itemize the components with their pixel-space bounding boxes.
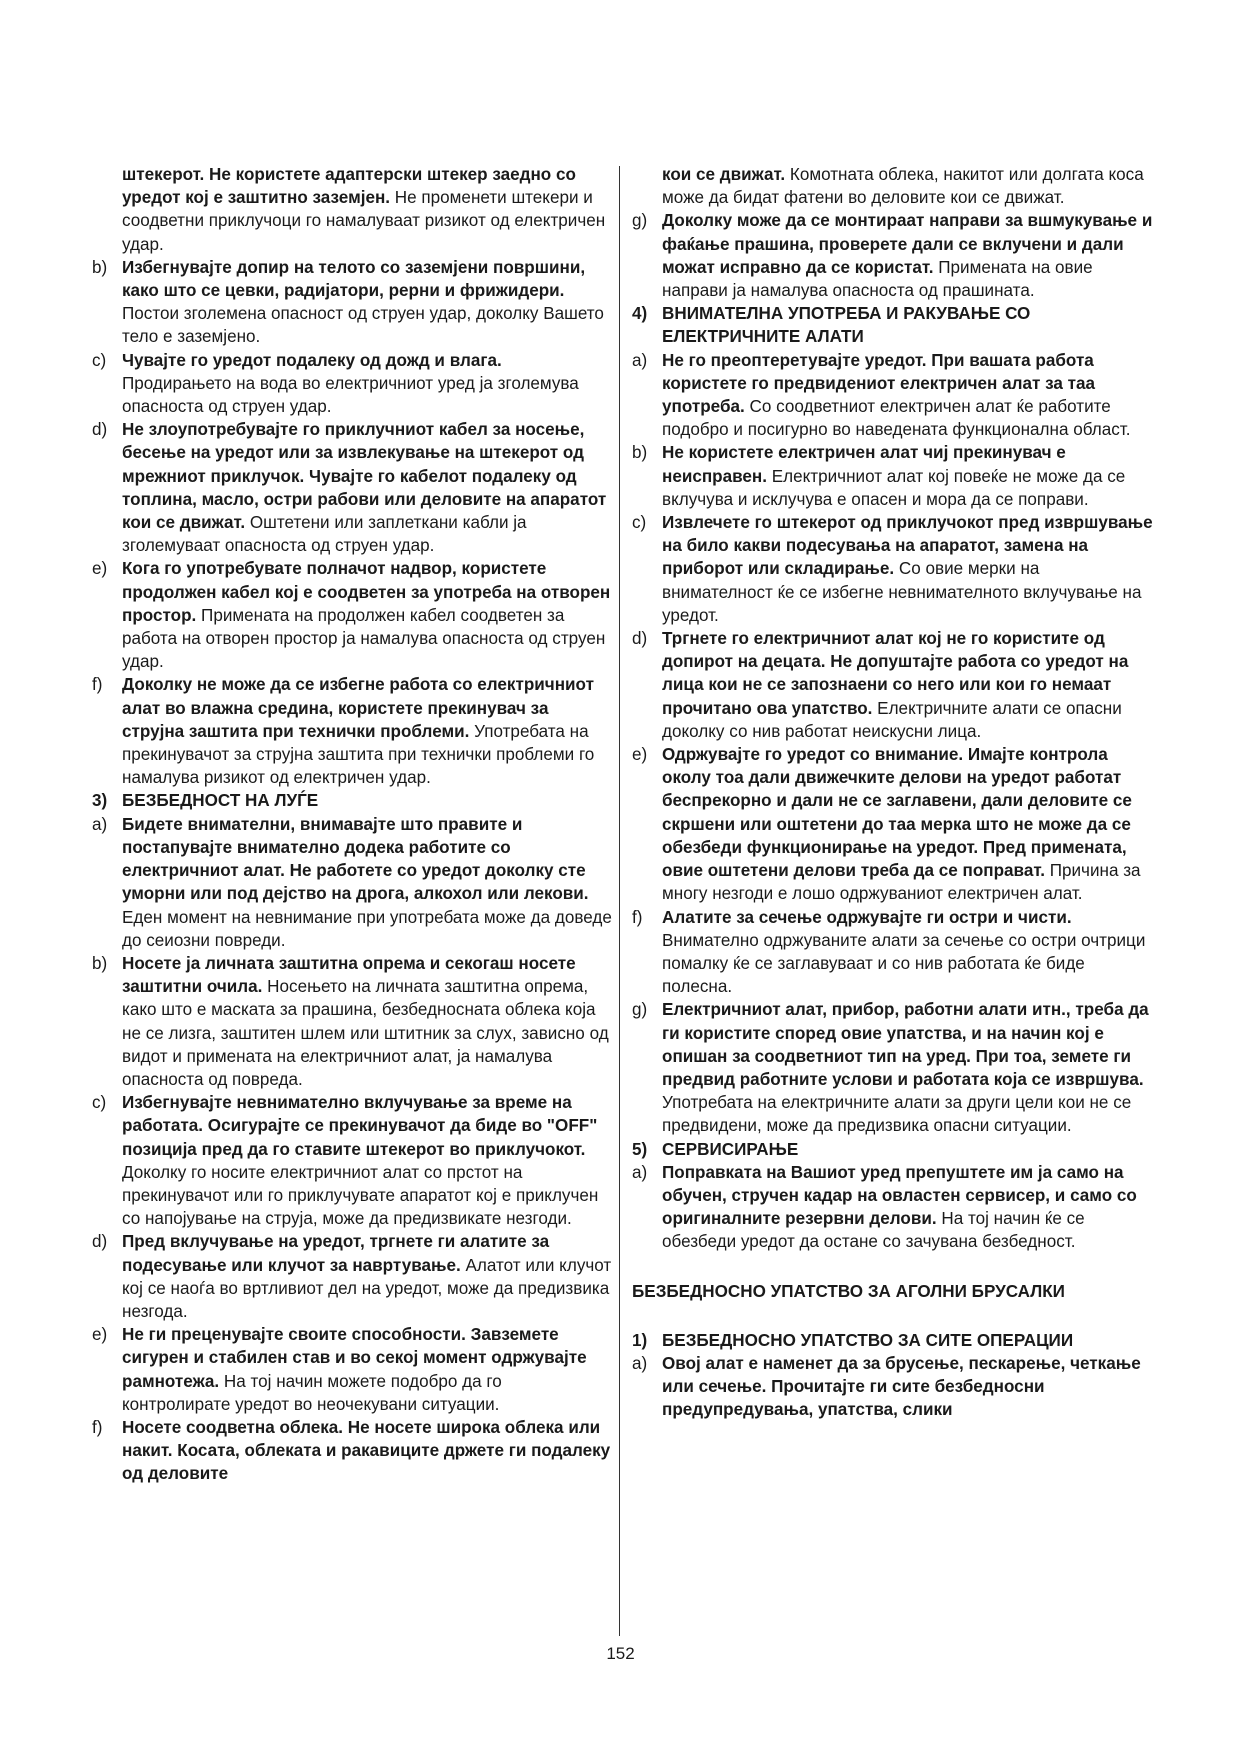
list-item-bold: Не ги преценувајте своите способности. Завземете сигурен и стабилен став и во секој момент одржувајте рамнотежа.: [122, 1325, 587, 1391]
list-item: [92, 1230, 612, 1323]
list-item-bold: Поправката на Вашиот уред препуштете им ја само на обучен, стручен кадар на овластен сервисер, и само со оригиналните резервни делови.: [662, 1162, 1137, 1229]
list-item-text: На тој начин можете подобро да го контролирате уредот во неочекувани ситуации.: [122, 1371, 502, 1414]
list-item-bold: Тргнете го електричниот алат кој не го користите од допирот на децата. Не допуштајте работа со уредот на лица кои не се запознаени со него или кои го немаат прочитано ова упатство.: [662, 629, 1129, 718]
list-item-bold: Извлечете го штекерот од приклучокот пред извршување на било какви подесувања на апаратот, замена на приборот или складирање.: [662, 513, 1153, 579]
list-item: [632, 627, 1154, 743]
list-item-text: Еден момент на невнимание при употребата може да доведе до сеиозни повреди.: [122, 907, 612, 950]
list-item-text: Внимателно одржуваните алати за сечење со остри очтрици помалку ќе се заглавуваат и со нив работата ќе биде полесна.: [662, 930, 1146, 997]
right-intro-text: Комотната облека, накитот или долгата коса може да бидат фатени во деловите кои се движат.: [662, 165, 1144, 208]
list-item-label: g): [632, 211, 648, 231]
list-item-bold: Електричниот алат, прибор, работни алати итн., треба да ги користите според овие упатства, и на начин кој е опишан за соодветниот тип на уред. При тоа, земете ги предвид работните услови и работата која се извршува.: [662, 1000, 1149, 1089]
list-item-bold: Пред вклучување на уредот, тргнете ги алатите за подесување или клучот за навртување.: [122, 1232, 550, 1275]
list-item-label: e): [632, 745, 648, 765]
left-intro-paragraph: [92, 163, 612, 256]
list-item: [92, 557, 612, 673]
list-item-bold: Доколку не може да се избегне работа со електричниот алат во влажна средина, користете прекинувач за струјна заштита при технички проблеми.: [122, 675, 594, 741]
list-item: [92, 256, 612, 349]
list-item-text: Електричниот алат кој повеќе не може да се вклучува и исклучува е опасен и мора да се поправи.: [662, 466, 1126, 509]
section-heading-1: [632, 1329, 1154, 1352]
list-item-bold: Чувајте го уредот подалеку од дожд и влага.: [122, 350, 502, 370]
list-item-label: e): [92, 1325, 108, 1345]
list-item-label: e): [92, 559, 108, 579]
right-intro-paragraph: [632, 163, 1154, 209]
list-item: [92, 1416, 612, 1486]
section-number: 4): [632, 304, 648, 324]
list-item: [92, 673, 612, 789]
list-item: [632, 209, 1154, 302]
list-item-label: a): [632, 1162, 648, 1182]
list-item-label: c): [92, 1093, 107, 1113]
list-item-text: Со овие мерки на внимателност ќе се избегне невнимателното вклучување на уредот.: [662, 559, 1142, 625]
list-item: [92, 813, 612, 952]
right-column: [632, 163, 1154, 1422]
list-item-text: Алатот или клучот кој се наоѓа во вртливиот дел на уредот, може да предизвика незгода.: [122, 1255, 612, 1321]
list-item: [632, 441, 1154, 511]
list-item-label: b): [632, 443, 648, 463]
list-item: [632, 1161, 1154, 1254]
list-item-label: d): [92, 420, 108, 440]
list-item-text: Со соодветниот електричен алат ќе работите подобро и посигурно во наведената функционална област.: [662, 397, 1131, 440]
right-intro-bold: кои се движат.: [662, 165, 786, 184]
section-number: 5): [632, 1139, 648, 1159]
list-item-label: a): [92, 814, 108, 834]
list-item-label: b): [92, 257, 108, 277]
list-item-text: Причина за многу незгоди е лошо одржуваниот електричен алат.: [662, 861, 1141, 904]
list-item-bold: Избегнувајте допир на телото со заземјени површини, како што се цевки, радијатори, рерни и фрижидери.: [122, 257, 586, 301]
list-item-label: d): [632, 629, 648, 649]
list-item-label: f): [92, 675, 103, 695]
list-item: [632, 906, 1154, 999]
list-item-text: Употребата на прекинувачот за струјна заштита при технички проблеми го намалува ризикот од електричен удар.: [122, 721, 595, 788]
list-item-text: Примената на продолжен кабел соодветен за работа на отворен простор ја намалува опасноста од струен удар.: [122, 605, 606, 672]
list-item-bold: Не го преоптеретувајте уредот. При вашата работа користете го предвидениот електричен алат за таа употреба.: [662, 350, 1095, 417]
list-item-text: Носењето на личната заштитна опрема, како што е маската за прашина, безбедносната облека која не се лизга, заштитен шлем или штитник за слух, зависно од видот и примената на електричниот алат, ја намалува опасноста од повреда.: [122, 977, 609, 1089]
list-item-bold: Алатите за сечење одржувајте ги остри и чисти.: [662, 907, 1072, 927]
section-heading-4: [632, 302, 1154, 348]
list-item: [92, 952, 612, 1091]
list-item-text: Електричните алати се опасни доколку со нив работат неискусни лица.: [662, 698, 1122, 741]
section-title: СЕРВИСИРАЊЕ: [662, 1139, 799, 1159]
list-item-label: c): [92, 350, 107, 370]
list-item-bold: Одржувајте го уредот со внимание. Имајте контрола околу тоа дали движечките делови на уредот работат беспрекорно и дали не се заглавени, дали деловите се скршени или оштетени до таа мерка што не може да се обезбеди функционирање на уредот. Пред примената, овие оштетени делови треба да се поправат.: [662, 745, 1132, 881]
list-item-bold: Избегнувајте невнимателно вклучување за време на работата. Осигурајте се прекинувачот да биде во "OFF" позиција пред да го ставите штекерот во приклучокот.: [122, 1093, 598, 1159]
list-item-text: На тој начин ќе се обезбеди уредот да остане со зачувана безбедност.: [662, 1209, 1085, 1252]
list-item-text: Доколку го носите електричниот алат со прстот на прекинувачот или го приклучувате апаратот кој е приклучен со напојување на струја, може да предизвикате незгоди.: [122, 1162, 599, 1229]
list-item: [632, 1352, 1154, 1422]
list-item-bold: Кога го употребувате полначот надвор, користете продолжен кабел кој е соодветен за употреба на отворен простор.: [122, 559, 611, 625]
section-number: 3): [92, 791, 108, 811]
column-divider: [619, 166, 620, 1636]
list-item-bold: Доколку може да се монтираат направи за вшмукување и фаќање прашина, проверете дали се вклучени и дали можат исправно да се користат.: [662, 211, 1153, 277]
list-item-label: d): [92, 1232, 108, 1252]
list-item-bold: Не злоупотребувајте го приклучниот кабел за носење, бесење на уредот или за извлекување на штекерот од мрежниот приклучок. Чувајте го кабелот подалеку од топлина, масло, остри рабови или деловите на апаратот кои се движат.: [122, 420, 607, 533]
list-item-bold: Носете соодветна облека. Не носете широка облека или накит. Косата, облеката и ракавиците држете ги подалеку од деловите: [122, 1417, 611, 1484]
list-item: [632, 349, 1154, 442]
left-column: [92, 163, 612, 1486]
section-number: 1): [632, 1330, 648, 1350]
main-section-title: БЕЗБЕДНОСНО УПАТСТВО ЗА АГОЛНИ БРУСАЛКИ: [632, 1281, 1065, 1301]
list-item: [632, 998, 1154, 1137]
list-item: [92, 1323, 612, 1416]
page-number: 152: [606, 1644, 635, 1663]
section-title: БЕЗБЕДНОСНО УПАТСТВО ЗА СИТЕ ОПЕРАЦИИ: [662, 1330, 1074, 1350]
list-item: [92, 1091, 612, 1230]
section-heading-3: [92, 789, 612, 812]
section-title: ВНИМАТЕЛНА УПОТРЕБА И РАКУВАЊЕ СО ЕЛЕКТРИЧНИТЕ АЛАТИ: [662, 304, 1031, 347]
list-item-bold: Бидете внимателни, внимавајте што правите и постапувајте внимателно додека работите со електричниот алат. Не работете со уредот доколку сте уморни или под дејство на дрога, алкохол или лекови.: [122, 814, 589, 904]
list-item-text: Оштетени или заплеткани кабли ја зголемуваат опасноста од струен удар.: [122, 513, 527, 556]
list-item-label: c): [632, 513, 647, 533]
list-item-label: f): [632, 907, 643, 927]
list-item-label: g): [632, 1000, 648, 1020]
list-item-label: a): [632, 1353, 648, 1373]
list-item-text: Употребата на електричните алати за други цели кои не се предвидени, може да предизвика опасни ситуации.: [662, 1093, 1132, 1136]
section-heading-5: [632, 1138, 1154, 1161]
list-item-label: b): [92, 953, 108, 973]
list-item: [92, 349, 612, 419]
list-item-label: a): [632, 350, 648, 370]
list-item-text: Постои зголемена опасност од струен удар, доколку Вашето тело е заземјено.: [122, 304, 604, 347]
list-item-label: f): [92, 1417, 103, 1437]
section-title: БЕЗБЕДНОСТ НА ЛУЃЕ: [122, 791, 319, 811]
left-intro-bold: штекерот. Не користете адаптерски штекер заедно со уредот кој е заштитно заземјен.: [122, 165, 576, 208]
list-item: [92, 418, 612, 557]
list-item: [632, 511, 1154, 627]
list-item-text: Примената на овие направи ја намалува опасноста од прашината.: [662, 257, 1093, 301]
list-item-bold: Не користете електричен алат чиј прекинувач е неисправен.: [662, 443, 1066, 486]
left-intro-text: Не променети штекери и соодветни приклучоци го намалуваат ризикот од електричен удар.: [122, 188, 606, 254]
list-item-bold: Овој алат е наменет да за брусење, пескарење, четкање или сечење. Прочитајте ги сите безбедносни предупредувања, упатства, слики: [662, 1353, 1141, 1420]
list-item: [632, 743, 1154, 905]
list-item-text: Продирањето на вода во електричниот уред ја зголемува опасноста од струен удар.: [122, 373, 579, 417]
list-item-bold: Носете ја личната заштитна опрема и секогаш носете заштитни очила.: [122, 953, 576, 997]
